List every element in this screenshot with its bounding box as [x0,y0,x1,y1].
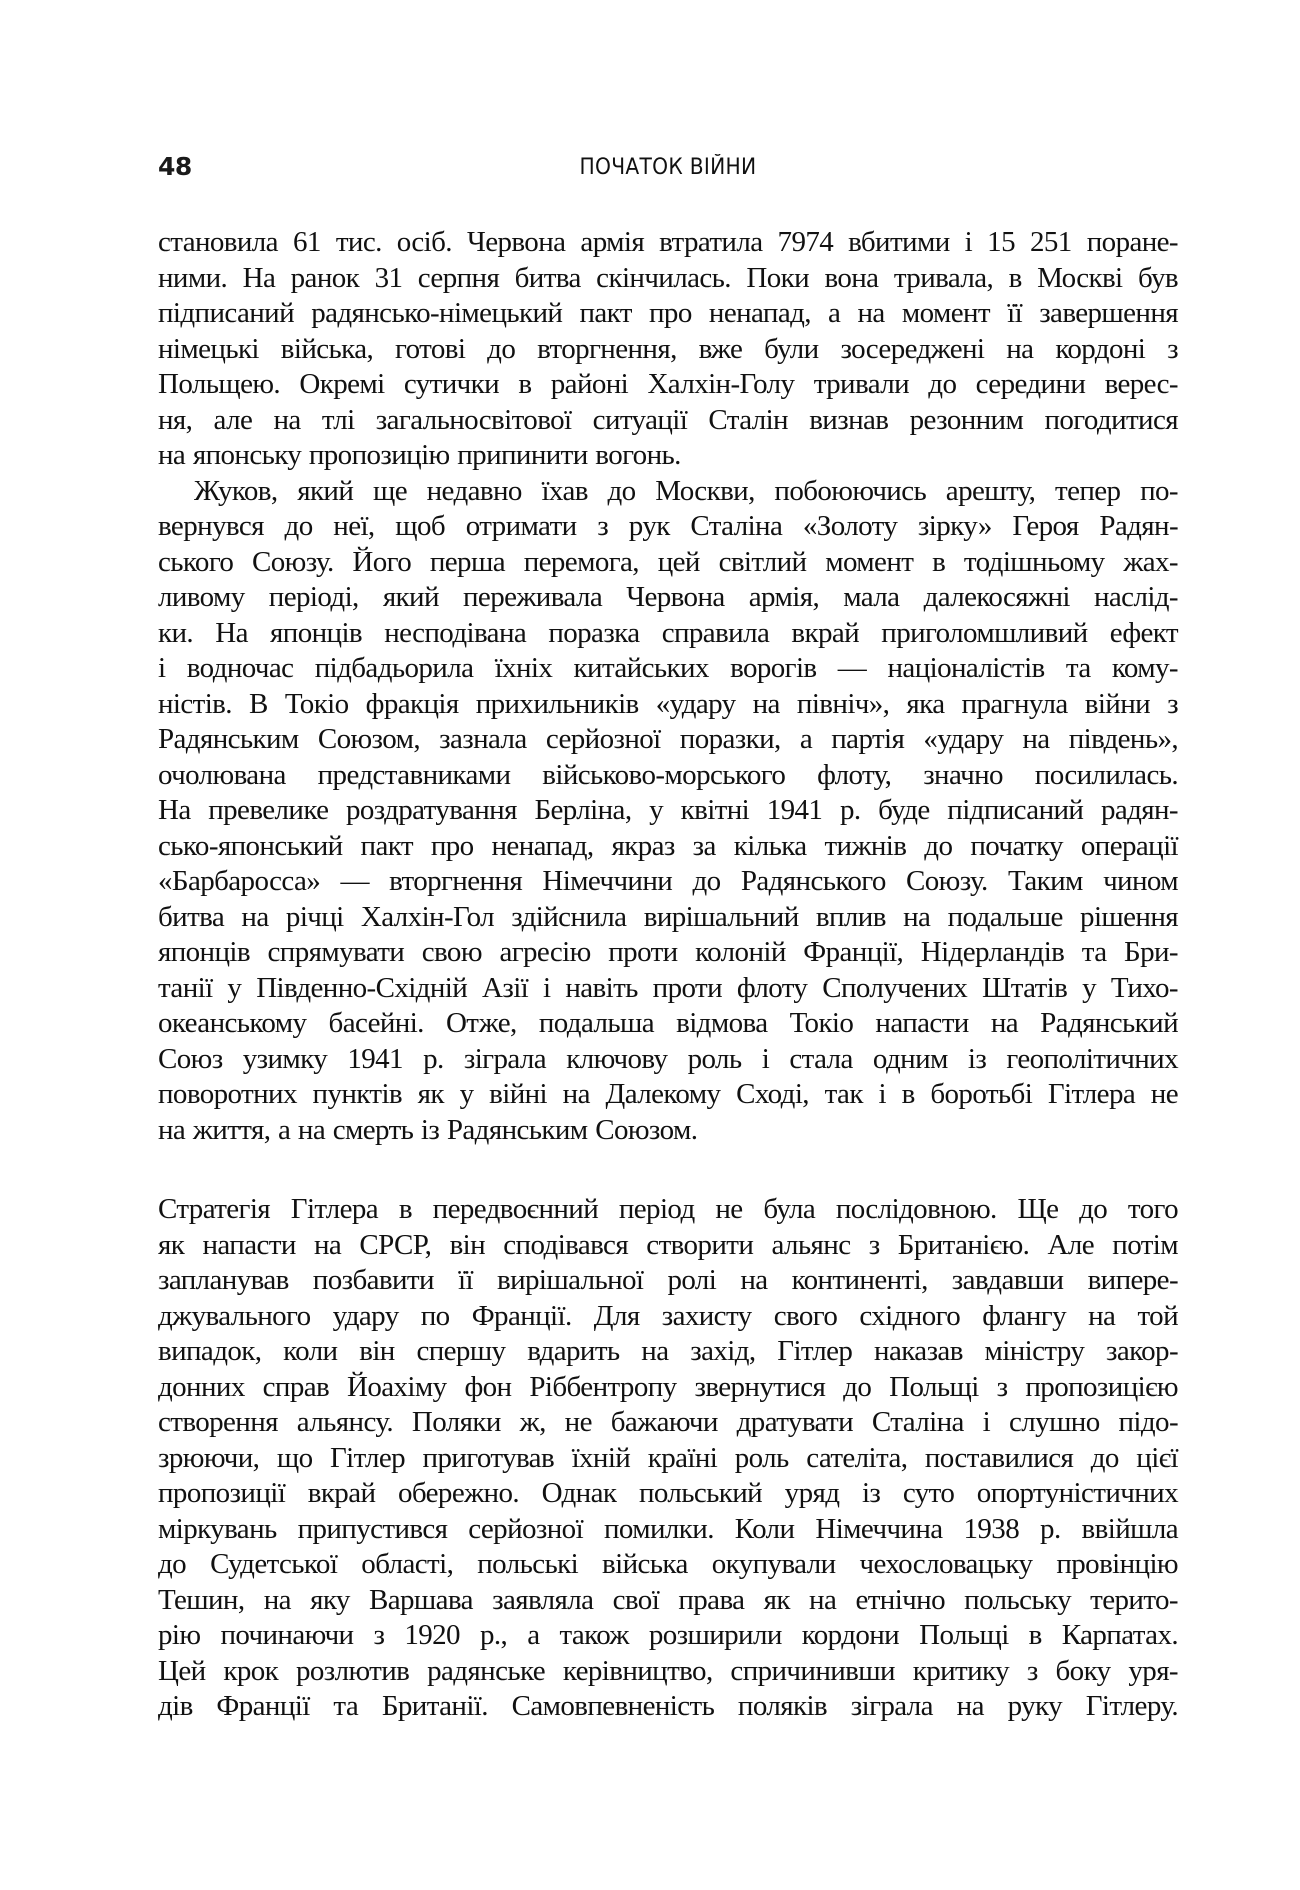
text-line: дів Франції та Британії. Самовпевненість поляків зіграла на руку Гітлеру. [158,1690,1178,1722]
text-line: Жуков, який ще недавно їхав до Москви, побоюючись арешту, тепер по- [194,474,1178,507]
text-line: джувального удару по Франції. Для захисту свого східного флангу на той [158,1299,1178,1332]
text-line: очолювана представниками військово-морського флоту, значно посилилась. [158,758,1178,791]
text-line: японців спрямувати свою агресію проти колоній Франції, Нідерландів та Бри- [158,936,1178,968]
text-line: поворотних пунктів як у війні на Далекому Сході, так і в боротьбі Гітлера не [158,1078,1178,1110]
text-line: до Судетської області, польські війська окупували чехословацьку провінцію [158,1548,1178,1580]
text-line: створення альянсу. Поляки ж, не бажаючи дратувати Сталіна і слушно підо- [158,1406,1178,1438]
running-title: ПОЧАТОК ВІЙНИ [579,155,757,180]
text-line: Цей крок розлютив радянське керівництво, спричинивши критику з боку уря- [158,1654,1178,1687]
text-line: ними. На ранок 31 серпня битва скінчилась. Поки вона тривала, в Москві був [158,261,1178,294]
text-line: німецькі війська, готові до вторгнення, вже були зосереджені на кордоні з [158,332,1178,365]
text-line: підписаний радянсько-німецький пакт про ненапад, а на момент її завершення [158,297,1178,329]
text-line: вернувся до неї, щоб отримати з рук Сталіна «Золоту зірку» Героя Радян- [158,510,1178,542]
running-head [158,152,1178,186]
section-break [158,1148,1178,1192]
text-line: випадок, коли він спершу вдарить на захід, Гітлер наказав міністру закор- [158,1335,1178,1367]
text-line: Польщею. Окремі сутички в районі Халхін-Голу тривали до середини верес- [158,368,1178,400]
text-line: донних справ Йоахіму фон Ріббентропу звернутися до Польщі з пропозицією [158,1370,1178,1403]
text-line: Союз узимку 1941 р. зіграла ключову роль і стала одним із геополітичних [158,1042,1178,1075]
paragraph-1 [158,225,1178,474]
text-line: «Барбаросса» — вторгнення Німеччини до Радянського Союзу. Таким чином [158,865,1178,897]
paragraph-2 [158,474,1178,1149]
text-line: ливому періоді, який переживала Червона армія, мала далекосяжні наслід- [158,581,1178,613]
text-line: океанському басейні. Отже, подальша відмова Токіо напасти на Радянський [158,1007,1178,1039]
text-line: Радянським Союзом, зазнала серйозної поразки, а партія «удару на південь», [158,723,1178,755]
text-line: становила 61 тис. осіб. Червона армія втратила 7974 вбитими і 15 251 поране- [158,226,1178,258]
text-line: ністів. В Токіо фракція прихильників «удару на північ», яка прагнула війни з [158,687,1178,720]
text-line: ня, але на тлі загальносвітової ситуації Сталін визнав резонним погодитися [158,403,1178,436]
text-line: пропозиції вкрай обережно. Однак польський уряд із суто опортуністичних [158,1477,1178,1509]
text-line: зрюючи, що Гітлер приготував їхній країні роль сателіта, поставилися до цієї [158,1441,1178,1474]
paragraph-3 [158,1192,1178,1725]
text-line: як напасти на СРСР, він сподівався створити альянс з Британією. Але потім [158,1228,1178,1261]
text-line: ки. На японців несподівана поразка справила вкрай приголомшливий ефект [158,616,1178,649]
body-text [158,225,1178,1725]
text-line: танії у Південно-Східній Азії і навіть проти флоту Сполучених Штатів у Тихо- [158,971,1178,1004]
text-line: міркувань припустився серйозної помилки. Коли Німеччина 1938 р. ввійшла [158,1512,1178,1545]
text-line: на життя, а на смерть із Радянським Союзом. [158,1113,698,1146]
text-line: рію починаючи з 1920 р., а також розширили кордони Польщі в Карпатах. [158,1619,1178,1651]
text-line: і водночас підбадьорила їхніх китайських ворогів — націоналістів та кому- [158,652,1178,684]
text-line: ського Союзу. Його перша перемога, цей світлий момент в тодішньому жах- [158,545,1178,578]
text-line: на японську пропозицію припинити вогонь. [158,439,681,471]
text-line: На превелике роздратування Берліна, у квітні 1941 р. буде підписаний радян- [158,794,1178,826]
text-line: Тешин, на яку Варшава заявляла свої права як на етнічно польську терито- [158,1583,1178,1616]
text-line: запланував позбавити її вирішальної ролі на континенті, завдавши випере- [158,1264,1178,1296]
text-line: сько-японський пакт про ненапад, якраз за кілька тижнів до початку операції [158,829,1178,862]
text-line: Стратегія Гітлера в передвоєнний період не була послідовною. Ще до того [158,1193,1178,1225]
text-line: битва на річці Халхін-Гол здійснила вирішальний вплив на подальше рішення [158,900,1178,933]
page-number: 48 [158,152,192,181]
